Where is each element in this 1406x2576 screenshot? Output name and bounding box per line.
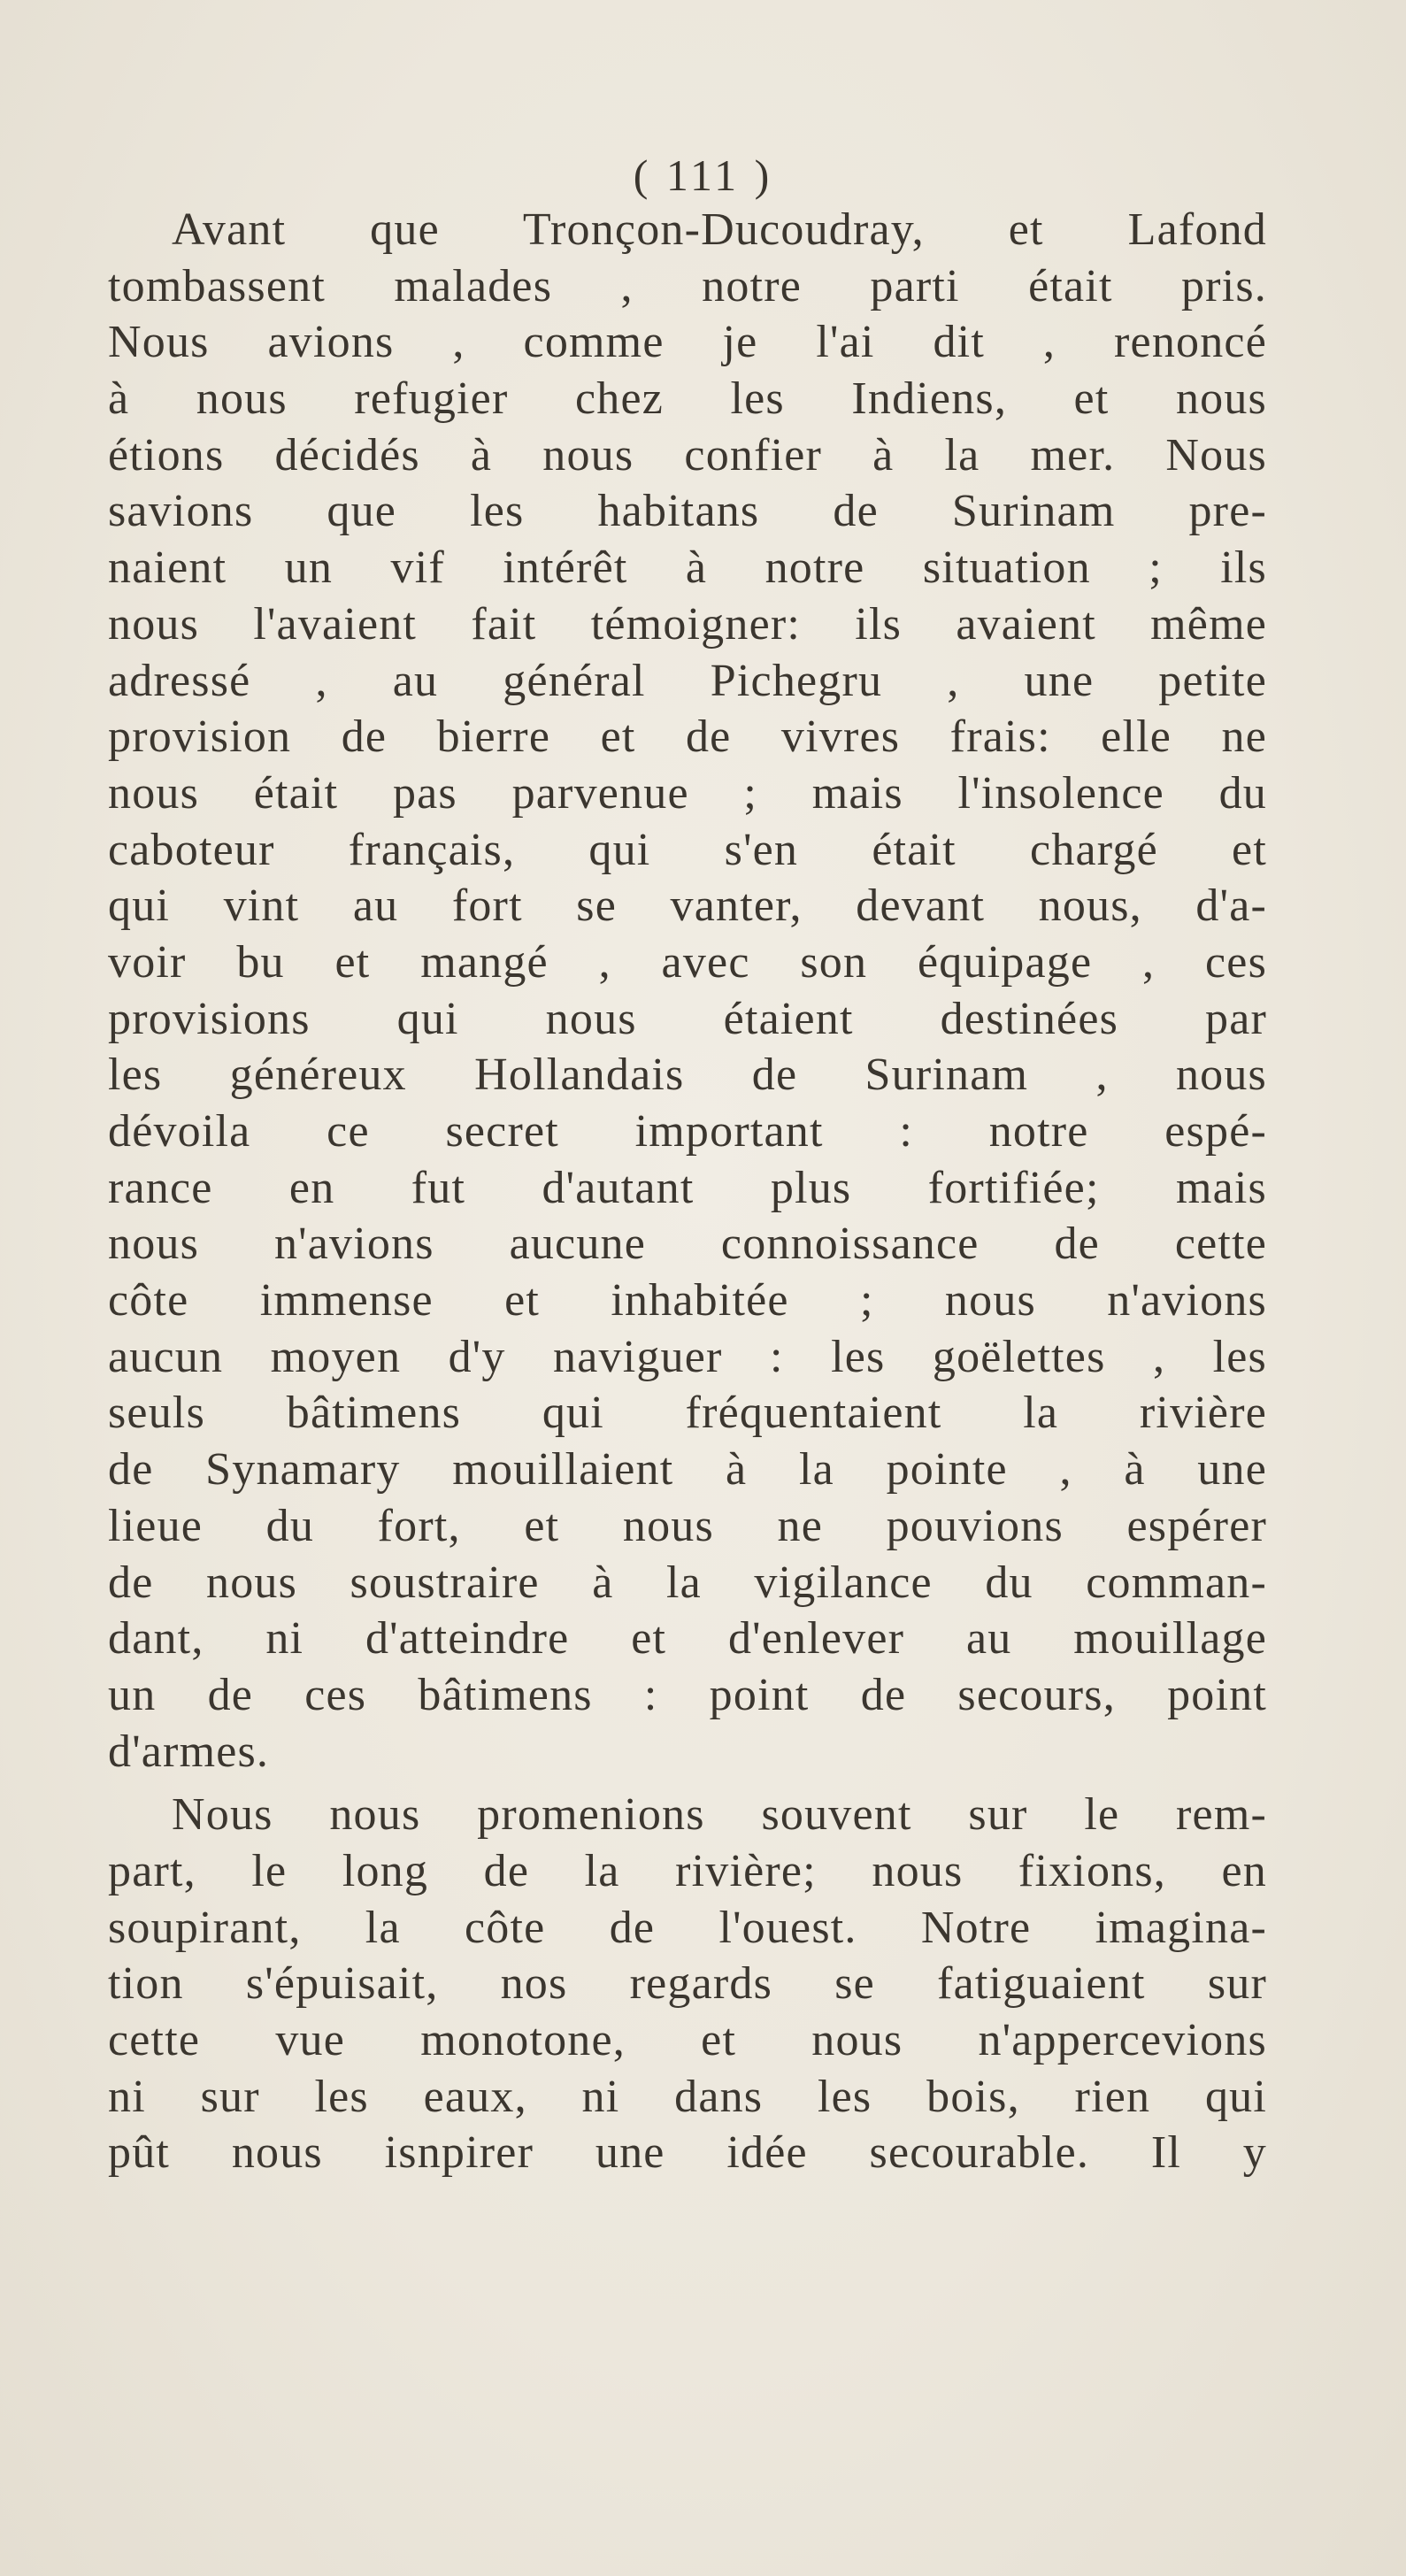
- text-line: soupirant, la côte de l'ouest. Notre imagina-: [108, 1902, 1267, 1953]
- text-line: Avant que Tronçon-Ducoudray, et Lafond: [172, 204, 1267, 255]
- paragraph-1: [108, 202, 1267, 1780]
- text-line: tombassent malades , notre parti était pris.: [108, 260, 1267, 311]
- text-line: tion s'épuisait, nos regards se fatiguaient sur: [108, 1958, 1267, 2010]
- text-line: dévoila ce secret important : notre espé-: [108, 1106, 1267, 1157]
- text-line: pût nous isnpirer une idée secourable. Il y: [108, 2127, 1267, 2179]
- text-line: d'armes.: [108, 1726, 270, 1777]
- paragraph-2: [108, 1787, 1267, 2181]
- text-line: aucun moyen d'y naviguer : les goëlettes , les: [108, 1331, 1267, 1382]
- text-line: étions décidés à nous confier à la mer. Nous: [108, 429, 1267, 481]
- text-line: caboteur français, qui s'en était chargé et: [108, 824, 1267, 875]
- text-line: voir bu et mangé , avec son équipage , ces: [108, 936, 1267, 988]
- text-line: Nous nous promenions souvent sur le rem-: [172, 1789, 1267, 1841]
- text-line: ni sur les eaux, ni dans les bois, rien qui: [108, 2071, 1267, 2122]
- paragraph-gap: [108, 1780, 1267, 1787]
- text-line: à nous refugier chez les Indiens, et nous: [108, 373, 1267, 425]
- text-line: lieue du fort, et nous ne pouvions espérer: [108, 1500, 1267, 1551]
- text-line: nous l'avaient fait témoigner: ils avaient même: [108, 598, 1267, 650]
- page-text: [108, 202, 1267, 2181]
- text-line: côte immense et inhabitée ; nous n'avions: [108, 1275, 1267, 1326]
- text-line: nous n'avions aucune connoissance de cette: [108, 1219, 1267, 1270]
- text-line: un de ces bâtimens : point de secours, point: [108, 1669, 1267, 1720]
- text-line: de nous soustraire à la vigilance du comman-: [108, 1557, 1267, 1608]
- text-line: seuls bâtimens qui fréquentaient la rivière: [108, 1388, 1267, 1439]
- text-line: cette vue monotone, et nous n'appercevions: [108, 2015, 1267, 2065]
- text-line: naient un vif intérêt à notre situation ; ils: [108, 542, 1267, 594]
- text-line: provision de bierre et de vivres frais: elle ne: [108, 711, 1267, 763]
- text-line: qui vint au fort se vanter, devant nous, d'a-: [108, 880, 1267, 932]
- text-line: les généreux Hollandais de Surinam , nous: [108, 1050, 1267, 1101]
- text-line: provisions qui nous étaient destinées par: [108, 993, 1267, 1044]
- text-line: adressé , au général Pichegru , une petite: [108, 655, 1267, 706]
- text-line: de Synamary mouillaient à la pointe , à une: [108, 1444, 1267, 1496]
- text-line: dant, ni d'atteindre et d'enlever au mouillage: [108, 1613, 1267, 1665]
- page-number: ( 111 ): [633, 150, 773, 200]
- text-line: part, le long de la rivière; nous fixions, en: [108, 1845, 1267, 1896]
- text-line: rance en fut d'autant plus fortifiée; mais: [108, 1162, 1267, 1213]
- text-line: nous était pas parvenue ; mais l'insolence du: [108, 767, 1267, 819]
- text-line: savions que les habitans de Surinam pre-: [108, 486, 1267, 537]
- text-line: Nous avions , comme je l'ai dit , renoncé: [108, 317, 1267, 368]
